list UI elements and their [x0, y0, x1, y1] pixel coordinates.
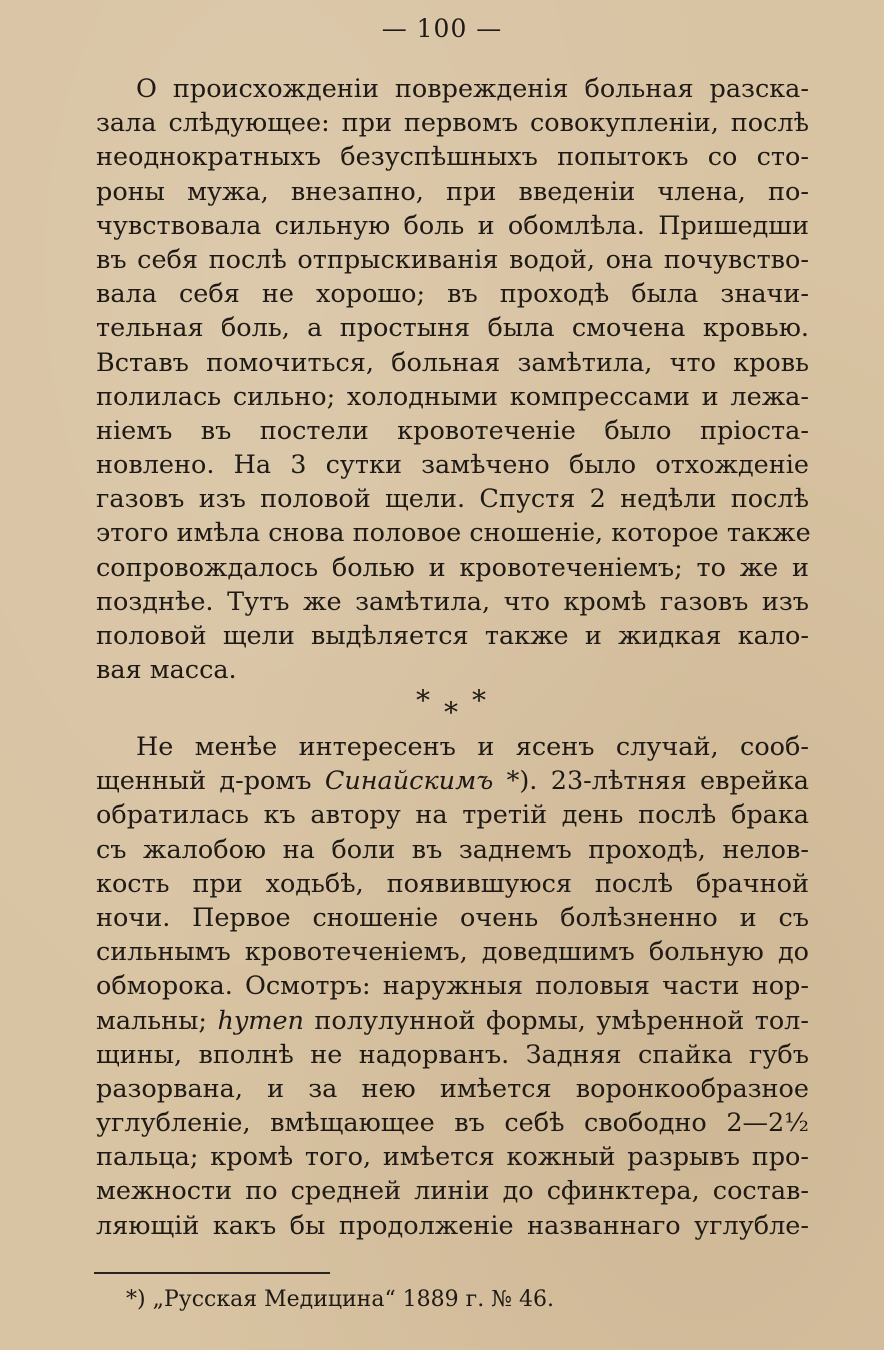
text-line: углубленіе, вмѣщающее въ себѣ свободно 2—2½ [96, 1108, 809, 1139]
text-line: чувствовала сильную боль и обомлѣла. Пришедши [96, 210, 809, 241]
text-line: межности по средней линіи до сфинктера, состав- [96, 1176, 809, 1207]
text-line: половой щели выдѣляется также и жидкая кало- [96, 621, 809, 651]
page-number: — 100 — [381, 14, 503, 43]
text-line: ляющій какъ бы продолженіе названнаго углубле- [96, 1210, 809, 1241]
separator-star: * [444, 696, 458, 729]
text-line: тельная боль, а простыня была смочена кровью. [96, 313, 809, 344]
text-line: роны мужа, внезапно, при введеніи члена, по- [96, 176, 809, 207]
text-line: новлено. На 3 сутки замѣчено было отхожденіе [96, 450, 809, 481]
text-line: Не менѣе интересенъ и ясенъ случай, сооб- [136, 732, 809, 762]
separator-star: * [416, 684, 430, 717]
text-span: щенный д-ромъ [96, 766, 325, 797]
text-span: полулунной формы, умѣренной тол- [303, 1005, 809, 1036]
text-line [96, 764, 809, 798]
text-line: съ жалобою на боли въ заднемъ проходѣ, нелов- [96, 834, 809, 865]
text-line: кость при ходьбѣ, появившуюся послѣ брачной [96, 868, 809, 899]
footnote-rule [94, 1272, 330, 1274]
text-line: обратилась къ автору на третій день послѣ брака [96, 800, 809, 831]
text-line: сильнымъ кровотеченіемъ, доведшимъ больную до [96, 937, 809, 968]
separator-star: * [472, 684, 486, 717]
text-line: въ себя послѣ отпрыскиванія водой, она почувство- [96, 244, 809, 275]
paragraph-1 [96, 72, 809, 687]
text-line [96, 1004, 809, 1038]
footnote: *) „Русская Медицина“ 1889 г. № 46. [126, 1287, 554, 1312]
text-line: ночи. Первое сношеніе очень болѣзненно и съ [96, 902, 809, 933]
text-line: ніемъ въ постели кровотеченіе было пріоста- [96, 415, 809, 446]
paragraph-2 [96, 730, 809, 1243]
author-name: Синайскимъ [324, 766, 494, 797]
text-line: О происхожденіи поврежденія больная разска- [136, 74, 809, 104]
text-span: мальны; [96, 1005, 218, 1036]
latin-term: hymen [217, 1005, 304, 1036]
text-line: полилась сильно; холодными компрессами и лежа- [96, 381, 809, 412]
text-line: пальца; кромѣ того, имѣется кожный разрывъ про- [96, 1142, 809, 1173]
text-line: разорвана, и за нею имѣется воронкообразное [96, 1073, 809, 1104]
text-line: зала слѣдующее: при первомъ совокупленіи, послѣ [96, 108, 809, 139]
text-line: Вставъ помочиться, больная замѣтила, что кровь [96, 347, 809, 378]
text-line: позднѣе. Тутъ же замѣтила, что кромѣ газовъ изъ [96, 586, 809, 617]
text-line: щины, вполнѣ не надорванъ. Задняя спайка губъ [96, 1039, 809, 1070]
text-line: обморока. Осмотръ: наружныя половыя части нор- [96, 971, 809, 1002]
text-line: вала себя не хорошо; въ проходѣ была значи- [96, 279, 809, 310]
text-line: вая масса. [96, 655, 237, 686]
text-line: неоднократныхъ безуспѣшныхъ попытокъ со сто- [96, 142, 809, 173]
section-separator [0, 684, 884, 728]
text-line: газовъ изъ половой щели. Спустя 2 недѣли послѣ [96, 484, 809, 515]
text-line: этого имѣла снова половое сношеніе, которое также [96, 518, 811, 549]
text-span: *). 23-лѣтняя еврейка [493, 766, 809, 797]
text-line: сопровождалось болью и кровотеченіемъ; то же и [96, 552, 809, 583]
